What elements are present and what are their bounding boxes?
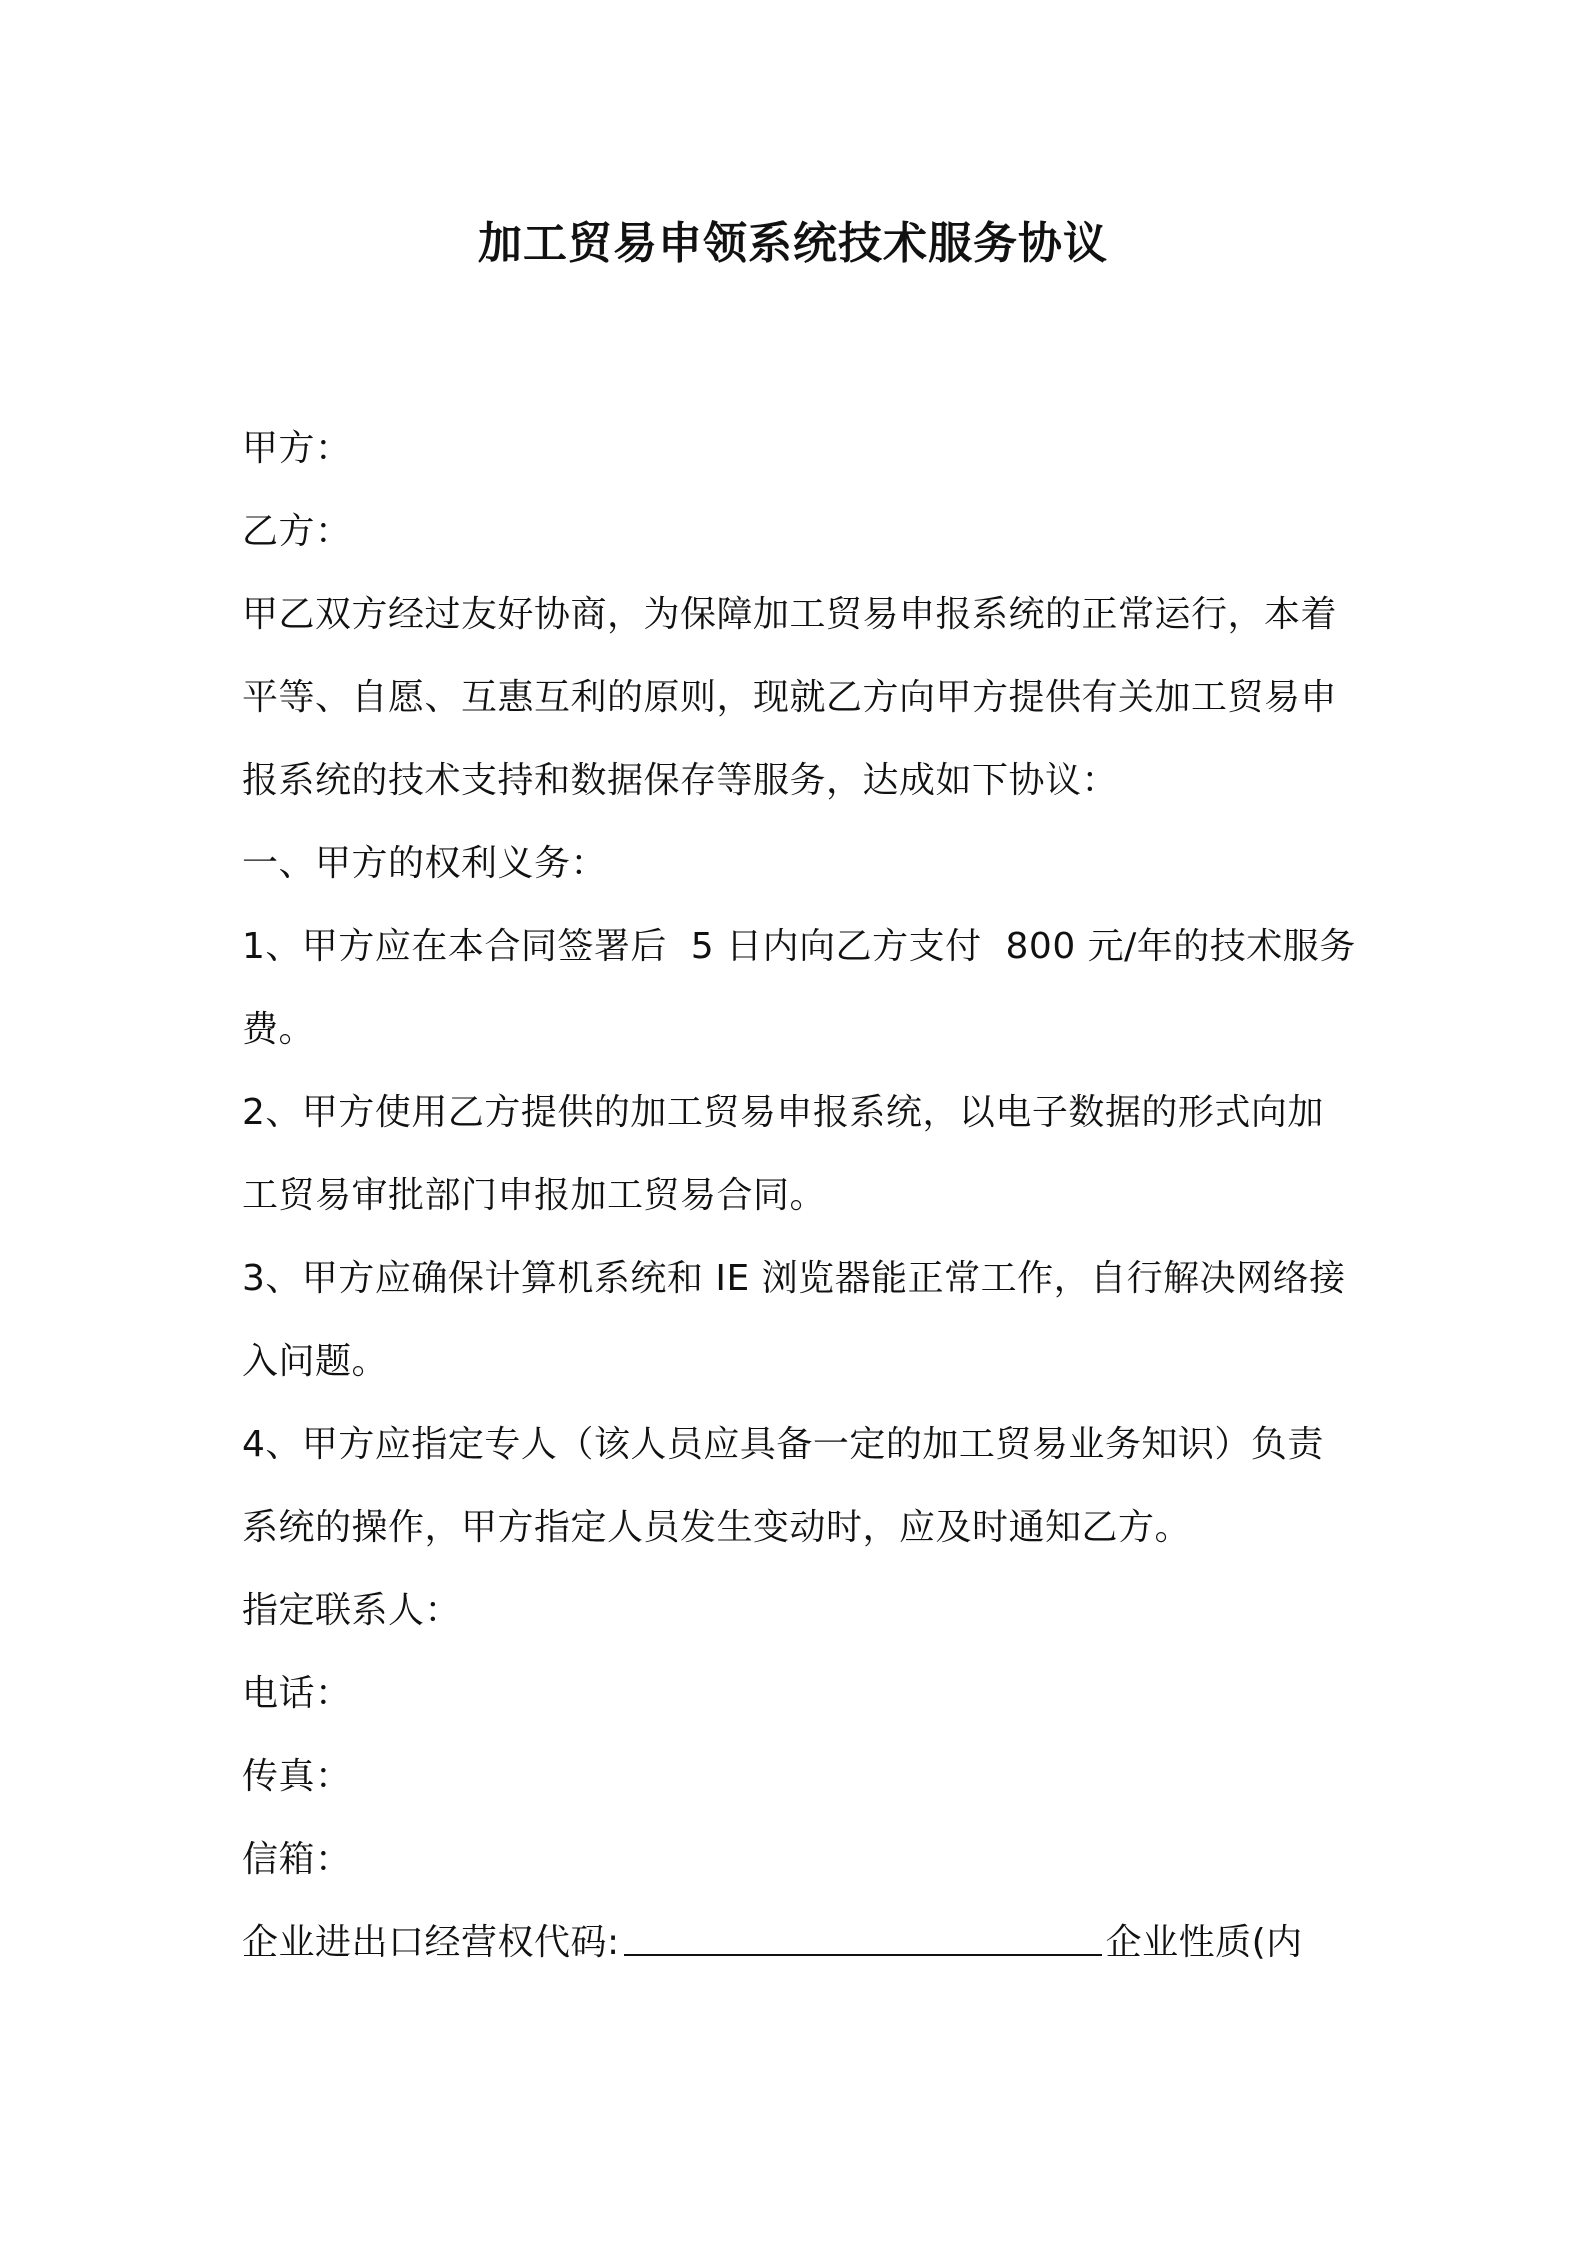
intro-line-2: 平等、自愿、互惠互利的原则，现就乙方向甲方提供有关加工贸易申: [242, 677, 1338, 718]
document-title: 加工贸易申领系统技术服务协议: [478, 218, 1108, 269]
clause-2-line-2: 工贸易审批部门申报加工贸易合同。: [242, 1175, 827, 1216]
clause-4-line-1: 4、甲方应指定专人（该人员应具备一定的加工贸易业务知识）负责: [242, 1424, 1324, 1465]
nature-label: 企业性质(内: [1105, 1922, 1303, 1963]
code-label: 企业进出口经营权代码:: [242, 1922, 620, 1963]
clause-1-line-1: 1、甲方应在本合同签署后 5 日内向乙方支付 800 元/年的技术服务: [242, 926, 1356, 967]
clause-3-line-2: 入问题。: [242, 1341, 389, 1382]
clause-1-line-2: 费。: [242, 1009, 316, 1050]
intro-line-1: 甲乙双方经过友好协商，为保障加工贸易申报系统的正常运行，本着: [242, 594, 1338, 635]
clause-4-line-2: 系统的操作，甲方指定人员发生变动时，应及时通知乙方。: [242, 1507, 1192, 1548]
clause-3-line-1: 3、甲方应确保计算机系统和 IE 浏览器能正常工作，自行解决网络接: [242, 1258, 1346, 1299]
code-blank-field[interactable]: [624, 1918, 1102, 1956]
section-heading-1: 一、甲方的权利义务：: [242, 843, 608, 884]
document-body: [242, 407, 1360, 1984]
phone-label: 电话：: [242, 1673, 352, 1714]
clause-2-line-1: 2、甲方使用乙方提供的加工贸易申报系统，以电子数据的形式向加: [242, 1092, 1324, 1133]
intro-line-3: 报系统的技术支持和数据保存等服务，达成如下协议：: [242, 760, 1119, 801]
party-a-label: 甲方：: [242, 428, 352, 469]
code-line: [242, 1901, 1360, 1984]
party-b-label: 乙方：: [242, 511, 352, 552]
mailbox-label: 信箱：: [242, 1839, 352, 1880]
fax-label: 传真：: [242, 1756, 352, 1797]
contact-person-label: 指定联系人：: [242, 1590, 462, 1631]
